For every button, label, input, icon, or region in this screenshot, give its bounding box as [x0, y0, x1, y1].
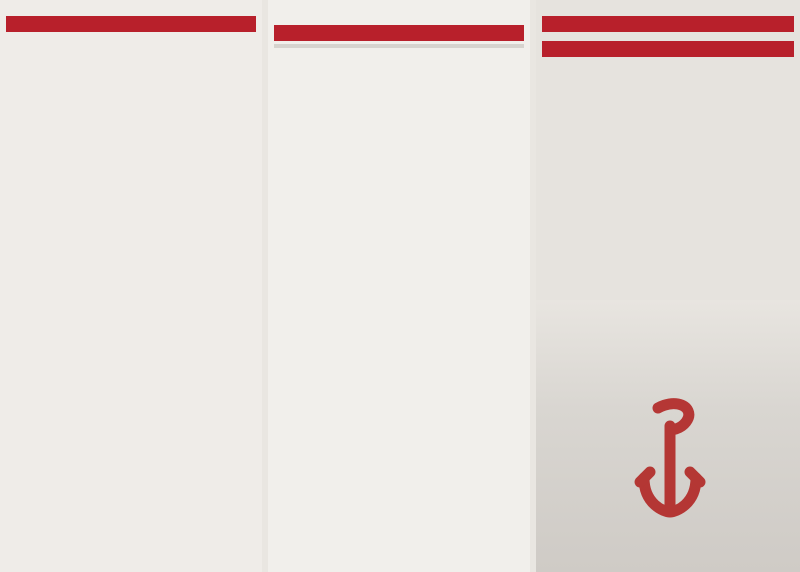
date-bar-1	[6, 16, 256, 32]
column-3	[536, 0, 800, 572]
col1-content	[0, 16, 262, 32]
date-bar-2	[274, 25, 524, 41]
date-bar-4	[542, 41, 794, 57]
kotwica-anchor-icon	[630, 396, 710, 526]
column-2	[268, 0, 530, 572]
column-1	[0, 0, 262, 572]
venue-2	[274, 44, 524, 48]
col2-content	[268, 0, 530, 48]
col3-content	[536, 16, 800, 57]
date-bar-3	[542, 16, 794, 32]
